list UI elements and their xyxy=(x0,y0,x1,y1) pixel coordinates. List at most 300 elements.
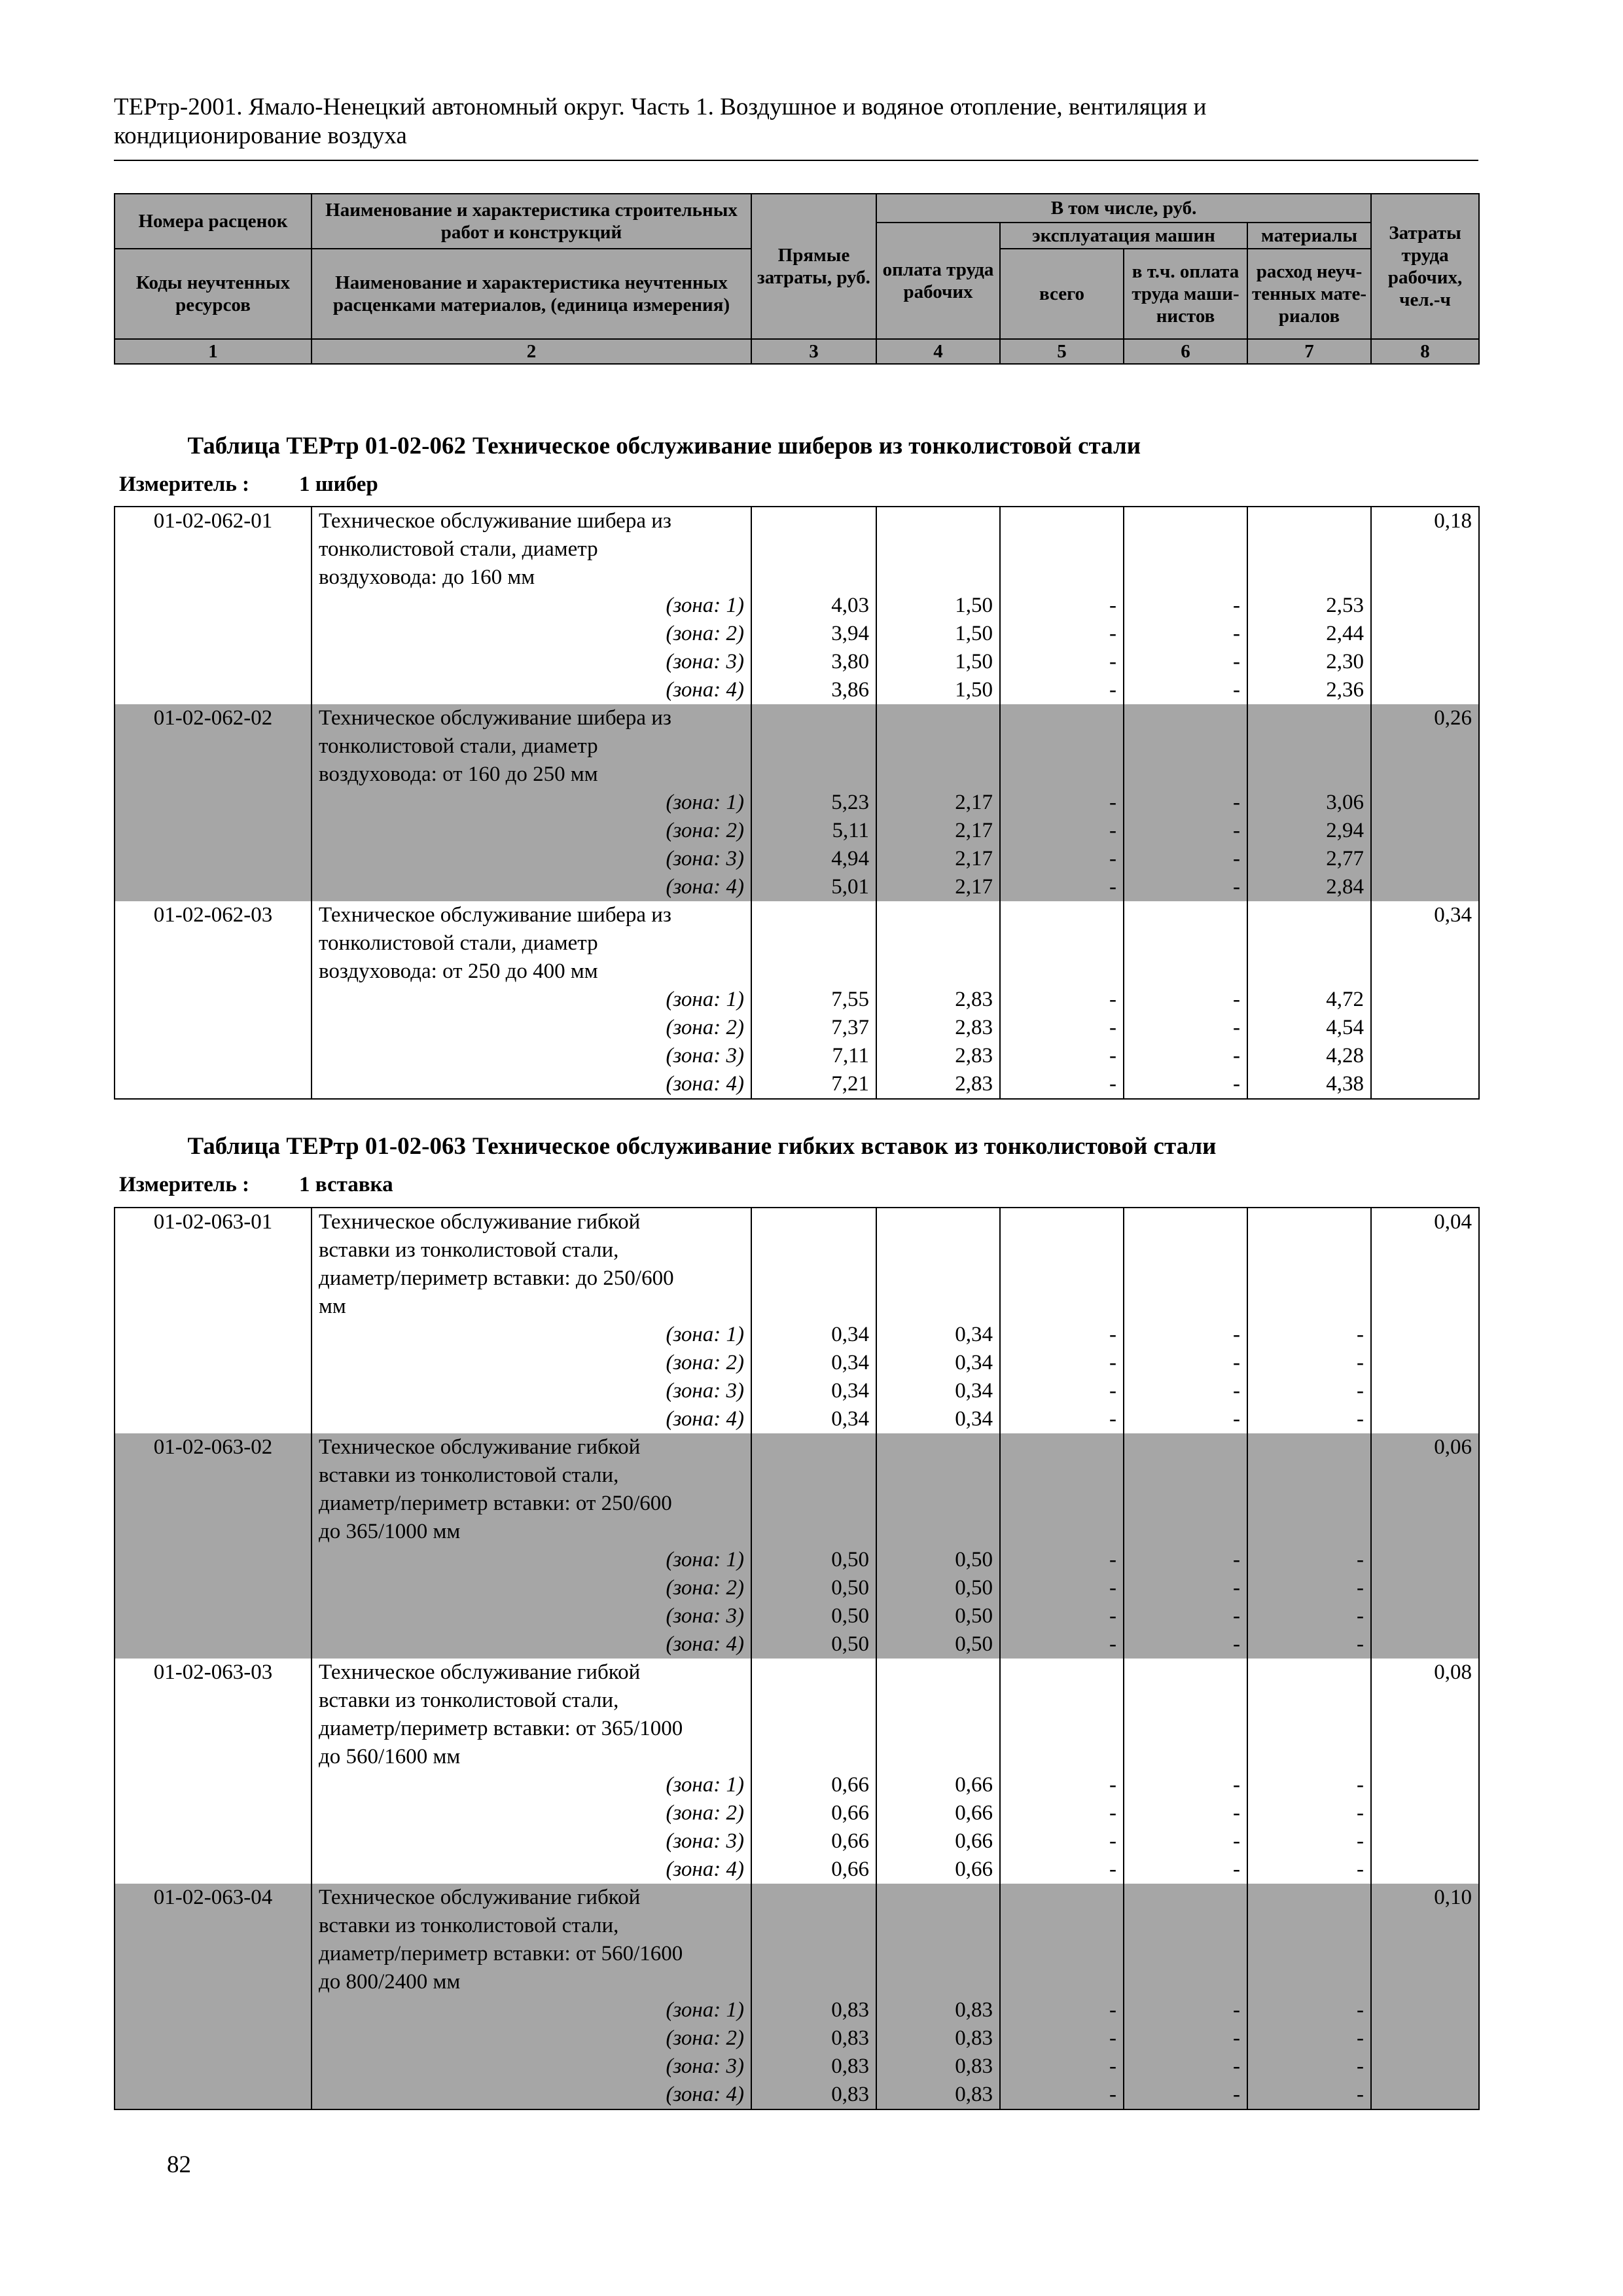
machine-total: - xyxy=(1109,1801,1116,1825)
col-labor-costs: Затраты труда рабочих, чел.-ч xyxy=(1371,194,1479,339)
rate-name-line: Техническое обслуживание шибера из xyxy=(319,706,671,730)
blank-line xyxy=(1001,1940,1123,1968)
blank-line xyxy=(752,1940,876,1968)
blank-line xyxy=(752,929,876,958)
zone-label: (зона: 1) xyxy=(666,791,744,814)
machine-total: - xyxy=(1109,1407,1116,1431)
blank-line xyxy=(1124,1462,1247,1490)
rate-name-line: вставки из тонколистовой стали, xyxy=(319,1463,619,1487)
direct-cost-cell xyxy=(751,1659,876,1884)
blank-line xyxy=(1124,761,1247,789)
blank-line xyxy=(877,1715,999,1743)
blank-line xyxy=(877,704,999,732)
direct-cost-cell xyxy=(751,507,876,704)
blank-line xyxy=(752,1490,876,1518)
col-unaccounted-materials: расход неуч-тенных мате-риалов xyxy=(1247,249,1371,339)
zone-label: (зона: 1) xyxy=(666,1548,744,1571)
direct-cost: 0,66 xyxy=(831,1801,869,1825)
table-title xyxy=(119,1132,1216,1160)
materials-cost: - xyxy=(1357,1351,1364,1374)
blank-line xyxy=(752,1743,876,1771)
rate-name-line: вставки из тонколистовой стали, xyxy=(319,1914,619,1937)
machinist-pay: - xyxy=(1233,875,1240,899)
col-machine-operation: эксплуатация машин xyxy=(1000,223,1247,249)
blank-line xyxy=(752,1293,876,1321)
labor-pay: 2,83 xyxy=(955,1072,993,1096)
col-codes: Коды неучтенных ресурсов xyxy=(115,249,312,339)
blank-line xyxy=(1248,535,1370,564)
blank-line xyxy=(1248,732,1370,761)
materials-cost: 2,30 xyxy=(1326,650,1364,673)
rate-code: 01-02-063-03 xyxy=(153,1660,273,1684)
machinist-pay: - xyxy=(1233,1998,1240,2022)
direct-cost: 0,34 xyxy=(831,1323,869,1346)
document-header xyxy=(114,93,1475,151)
direct-cost: 0,50 xyxy=(831,1604,869,1628)
blank-line xyxy=(752,1968,876,1996)
labor-pay-cell xyxy=(876,704,1000,901)
labor-pay: 0,66 xyxy=(955,1773,993,1797)
direct-cost: 7,55 xyxy=(831,988,869,1011)
machine-total-cell xyxy=(1000,901,1124,1099)
blank-line xyxy=(752,704,876,732)
blank-line xyxy=(1124,704,1247,732)
labor-pay: 0,50 xyxy=(955,1576,993,1600)
blank-line xyxy=(1248,1208,1370,1236)
rate-name-cell xyxy=(312,1208,751,1433)
labor-costs: 0,06 xyxy=(1434,1435,1472,1459)
labor-pay-cell xyxy=(876,1208,1000,1433)
rate-name-line: до 560/1600 мм xyxy=(319,1745,461,1768)
blank-line xyxy=(1001,1236,1123,1265)
labor-pay: 1,50 xyxy=(955,678,993,702)
blank-line xyxy=(1001,901,1123,929)
rates-table xyxy=(114,1207,1480,2110)
col-rates-numbers: Номера расценок xyxy=(115,194,312,249)
rates-table xyxy=(114,506,1480,1100)
blank-line xyxy=(752,535,876,564)
labor-pay-cell xyxy=(876,901,1000,1099)
materials-cost: 2,94 xyxy=(1326,819,1364,842)
labor-pay: 2,83 xyxy=(955,1016,993,1039)
blank-line xyxy=(1001,507,1123,535)
blank-line xyxy=(1248,1433,1370,1462)
col-num: 2 xyxy=(312,339,751,364)
blank-line xyxy=(1248,1236,1370,1265)
blank-line xyxy=(1124,1490,1247,1518)
blank-line xyxy=(1001,1743,1123,1771)
blank-line xyxy=(1248,901,1370,929)
blank-line xyxy=(1124,564,1247,592)
col-num: 7 xyxy=(1247,339,1371,364)
machine-total-cell xyxy=(1000,1659,1124,1884)
machinist-pay: - xyxy=(1233,791,1240,814)
materials-cost: - xyxy=(1357,1379,1364,1403)
rate-name-line: вставки из тонколистовой стали, xyxy=(319,1689,619,1712)
blank-line xyxy=(877,564,999,592)
blank-line xyxy=(1248,1659,1370,1687)
machinist-pay: - xyxy=(1233,594,1240,617)
labor-pay: 1,50 xyxy=(955,650,993,673)
zone-label: (зона: 3) xyxy=(666,1044,744,1067)
labor-costs-cell xyxy=(1371,1659,1479,1884)
blank-line xyxy=(1001,929,1123,958)
zone-label: (зона: 4) xyxy=(666,1857,744,1881)
blank-line xyxy=(877,1518,999,1546)
direct-cost: 7,37 xyxy=(831,1016,869,1039)
blank-line xyxy=(1248,704,1370,732)
machine-total: - xyxy=(1109,1016,1116,1039)
labor-pay-cell xyxy=(876,1884,1000,2109)
blank-line xyxy=(1001,1433,1123,1462)
blank-line xyxy=(1124,1884,1247,1912)
rate-name-line: Техническое обслуживание гибкой xyxy=(319,1660,641,1684)
materials-cost: - xyxy=(1357,1576,1364,1600)
machine-total: - xyxy=(1109,1379,1116,1403)
labor-pay: 2,83 xyxy=(955,1044,993,1067)
machinist-pay: - xyxy=(1233,1323,1240,1346)
zone-label: (зона: 2) xyxy=(666,622,744,645)
labor-pay: 0,83 xyxy=(955,2026,993,2050)
rate-code-cell xyxy=(115,1884,312,2109)
zone-label: (зона: 2) xyxy=(666,1576,744,1600)
materials-cost: 4,28 xyxy=(1326,1044,1364,1067)
machinist-pay: - xyxy=(1233,2054,1240,2078)
col-num: 6 xyxy=(1124,339,1247,364)
blank-line xyxy=(1001,1462,1123,1490)
zone-label: (зона: 1) xyxy=(666,988,744,1011)
machine-total: - xyxy=(1109,819,1116,842)
measure-label: Измеритель : xyxy=(119,473,250,496)
direct-cost: 0,83 xyxy=(831,2026,869,2050)
labor-pay: 2,17 xyxy=(955,875,993,899)
machinist-pay: - xyxy=(1233,988,1240,1011)
direct-cost: 7,21 xyxy=(831,1072,869,1096)
rate-name-cell xyxy=(312,1433,751,1659)
blank-line xyxy=(1124,1293,1247,1321)
materials-cost-cell xyxy=(1247,1433,1371,1659)
blank-line xyxy=(1001,1659,1123,1687)
rate-name-line: вставки из тонколистовой стали, xyxy=(319,1238,619,1262)
col-labor-pay: оплата труда рабочих xyxy=(876,223,1000,339)
labor-costs-cell xyxy=(1371,1433,1479,1659)
blank-line xyxy=(877,1433,999,1462)
machine-total: - xyxy=(1109,847,1116,870)
rate-code: 01-02-062-02 xyxy=(153,706,273,730)
machinist-pay: - xyxy=(1233,1548,1240,1571)
rate-name-line: воздуховода: до 160 мм xyxy=(319,565,535,589)
zone-label: (зона: 2) xyxy=(666,2026,744,2050)
col-materials: материалы xyxy=(1247,223,1371,249)
rate-row xyxy=(115,1659,1479,1884)
blank-line xyxy=(1248,958,1370,986)
col-machine-total: всего xyxy=(1000,249,1124,339)
measure-value: 1 вставка xyxy=(299,1173,393,1196)
blank-line xyxy=(877,1236,999,1265)
machinist-pay: - xyxy=(1233,2083,1240,2106)
blank-line xyxy=(752,1687,876,1715)
labor-pay: 2,17 xyxy=(955,847,993,870)
materials-cost: 4,54 xyxy=(1326,1016,1364,1039)
machine-total: - xyxy=(1109,2026,1116,2050)
blank-line xyxy=(1001,1687,1123,1715)
machine-total: - xyxy=(1109,791,1116,814)
header-line-1: ТЕРтр-2001. Ямало-Ненецкий автономный округ. Часть 1. Воздушное и водяное отопление, вентиляция и xyxy=(114,94,1207,120)
blank-line xyxy=(1124,732,1247,761)
materials-cost: - xyxy=(1357,1632,1364,1656)
blank-line xyxy=(877,535,999,564)
blank-line xyxy=(1001,761,1123,789)
blank-line xyxy=(1248,1743,1370,1771)
materials-cost: 2,53 xyxy=(1326,594,1364,617)
direct-cost-cell xyxy=(751,901,876,1099)
blank-line xyxy=(877,1743,999,1771)
table-number: Таблица ТЕРтр 01-02-063 xyxy=(187,1133,466,1160)
rate-name-line: диаметр/периметр вставки: от 250/600 xyxy=(319,1492,672,1515)
blank-line xyxy=(877,761,999,789)
machinist-pay: - xyxy=(1233,1351,1240,1374)
machine-total: - xyxy=(1109,1857,1116,1881)
blank-line xyxy=(877,732,999,761)
labor-costs: 0,04 xyxy=(1434,1210,1472,1234)
rate-name-line: Техническое обслуживание гибкой xyxy=(319,1886,641,1909)
direct-cost: 3,86 xyxy=(831,678,869,702)
labor-pay: 0,50 xyxy=(955,1632,993,1656)
blank-line xyxy=(1248,929,1370,958)
materials-cost: - xyxy=(1357,1773,1364,1797)
blank-line xyxy=(1248,1518,1370,1546)
blank-line xyxy=(1124,958,1247,986)
rate-name-cell xyxy=(312,704,751,901)
blank-line xyxy=(1248,1715,1370,1743)
materials-cost: - xyxy=(1357,1998,1364,2022)
blank-line xyxy=(752,1236,876,1265)
blank-line xyxy=(752,1884,876,1912)
table-measure xyxy=(119,1173,393,1197)
machine-total: - xyxy=(1109,1829,1116,1853)
col-num: 4 xyxy=(876,339,1000,364)
zone-label: (зона: 1) xyxy=(666,1773,744,1797)
blank-line xyxy=(1001,1265,1123,1293)
materials-cost: 4,72 xyxy=(1326,988,1364,1011)
blank-line xyxy=(1001,564,1123,592)
labor-pay: 0,50 xyxy=(955,1604,993,1628)
col-num: 8 xyxy=(1371,339,1479,364)
rate-name-line: Техническое обслуживание шибера из xyxy=(319,509,671,533)
materials-cost-cell xyxy=(1247,1208,1371,1433)
zone-label: (зона: 3) xyxy=(666,1604,744,1628)
materials-cost: - xyxy=(1357,1323,1364,1346)
labor-pay-cell xyxy=(876,1659,1000,1884)
zone-label: (зона: 4) xyxy=(666,678,744,702)
machine-total: - xyxy=(1109,1072,1116,1096)
zone-label: (зона: 2) xyxy=(666,1016,744,1039)
rate-name-cell xyxy=(312,1659,751,1884)
blank-line xyxy=(1124,1518,1247,1546)
blank-line xyxy=(752,761,876,789)
zone-label: (зона: 4) xyxy=(666,875,744,899)
labor-pay: 0,83 xyxy=(955,1998,993,2022)
machine-total: - xyxy=(1109,1351,1116,1374)
blank-line xyxy=(752,1659,876,1687)
rate-name-line: Техническое обслуживание гибкой xyxy=(319,1210,641,1234)
materials-cost: 2,84 xyxy=(1326,875,1364,899)
machinist-pay: - xyxy=(1233,847,1240,870)
machine-total: - xyxy=(1109,1548,1116,1571)
blank-line xyxy=(1248,1462,1370,1490)
column-header-table xyxy=(114,193,1480,365)
blank-line xyxy=(1248,507,1370,535)
direct-cost: 3,94 xyxy=(831,622,869,645)
machinist-pay-cell xyxy=(1124,507,1247,704)
blank-line xyxy=(877,1884,999,1912)
blank-line xyxy=(1248,1265,1370,1293)
machine-total: - xyxy=(1109,1998,1116,2022)
blank-line xyxy=(1124,1968,1247,1996)
rate-code-cell xyxy=(115,507,312,704)
machinist-pay: - xyxy=(1233,1044,1240,1067)
col-direct-costs: Прямые затраты, руб. xyxy=(751,194,876,339)
blank-line xyxy=(1001,1968,1123,1996)
machine-total: - xyxy=(1109,1604,1116,1628)
blank-line xyxy=(1124,929,1247,958)
machinist-pay-cell xyxy=(1124,1208,1247,1433)
machine-total: - xyxy=(1109,2083,1116,2106)
machinist-pay: - xyxy=(1233,1604,1240,1628)
blank-line xyxy=(1001,704,1123,732)
materials-cost: 2,36 xyxy=(1326,678,1364,702)
materials-cost: - xyxy=(1357,1548,1364,1571)
labor-pay: 0,83 xyxy=(955,2083,993,2106)
labor-pay: 0,50 xyxy=(955,1548,993,1571)
blank-line xyxy=(752,1912,876,1940)
rate-name-line: Техническое обслуживание шибера из xyxy=(319,903,671,927)
direct-cost: 0,50 xyxy=(831,1548,869,1571)
labor-pay: 0,34 xyxy=(955,1351,993,1374)
machinist-pay: - xyxy=(1233,1773,1240,1797)
machine-total: - xyxy=(1109,988,1116,1011)
materials-cost: - xyxy=(1357,2026,1364,2050)
machine-total: - xyxy=(1109,622,1116,645)
machinist-pay: - xyxy=(1233,1632,1240,1656)
materials-cost: 2,77 xyxy=(1326,847,1364,870)
machine-total: - xyxy=(1109,594,1116,617)
blank-line xyxy=(752,1518,876,1546)
direct-cost-cell xyxy=(751,1433,876,1659)
rate-code-cell xyxy=(115,704,312,901)
labor-costs: 0,18 xyxy=(1434,509,1472,533)
machinist-pay-cell xyxy=(1124,1659,1247,1884)
machinist-pay: - xyxy=(1233,1379,1240,1403)
rate-name-line: тонколистовой стали, диаметр xyxy=(319,537,598,561)
machinist-pay: - xyxy=(1233,819,1240,842)
labor-costs: 0,26 xyxy=(1434,706,1472,730)
blank-line xyxy=(1001,1715,1123,1743)
blank-line xyxy=(877,1687,999,1715)
rate-name-line: мм xyxy=(319,1295,346,1318)
blank-line xyxy=(1001,1208,1123,1236)
blank-line xyxy=(877,507,999,535)
blank-line xyxy=(1248,1912,1370,1940)
blank-line xyxy=(1001,1912,1123,1940)
materials-cost-cell xyxy=(1247,1884,1371,2109)
blank-line xyxy=(1124,1687,1247,1715)
zone-label: (зона: 4) xyxy=(666,2083,744,2106)
machine-total-cell xyxy=(1000,1208,1124,1433)
labor-pay: 0,66 xyxy=(955,1829,993,1853)
machinist-pay: - xyxy=(1233,2026,1240,2050)
zone-label: (зона: 1) xyxy=(666,594,744,617)
machinist-pay-cell xyxy=(1124,901,1247,1099)
machine-total-cell xyxy=(1000,704,1124,901)
blank-line xyxy=(752,507,876,535)
direct-cost-cell xyxy=(751,1208,876,1433)
direct-cost: 0,66 xyxy=(831,1857,869,1881)
rate-name-line: тонколистовой стали, диаметр xyxy=(319,931,598,955)
labor-pay: 2,17 xyxy=(955,819,993,842)
materials-cost-cell xyxy=(1247,507,1371,704)
direct-cost: 0,83 xyxy=(831,2054,869,2078)
machinist-pay-cell xyxy=(1124,704,1247,901)
blank-line xyxy=(1124,1940,1247,1968)
blank-line xyxy=(1124,1912,1247,1940)
blank-line xyxy=(1001,1293,1123,1321)
rate-row xyxy=(115,1884,1479,2109)
machinist-pay: - xyxy=(1233,1576,1240,1600)
rate-row xyxy=(115,507,1479,704)
rate-code: 01-02-063-04 xyxy=(153,1886,273,1909)
zone-label: (зона: 4) xyxy=(666,1072,744,1096)
blank-line xyxy=(752,1208,876,1236)
blank-line xyxy=(1124,535,1247,564)
blank-line xyxy=(752,958,876,986)
col-machinist-pay: в т.ч. оплата труда маши-нистов xyxy=(1124,249,1247,339)
zone-label: (зона: 1) xyxy=(666,1323,744,1346)
blank-line xyxy=(877,1462,999,1490)
machinist-pay: - xyxy=(1233,1801,1240,1825)
page-number: 82 xyxy=(167,2151,191,2178)
header-line-2: кондиционирование воздуха xyxy=(114,122,407,149)
labor-costs-cell xyxy=(1371,1884,1479,2109)
blank-line xyxy=(1124,1743,1247,1771)
blank-line xyxy=(1248,1884,1370,1912)
rate-row xyxy=(115,1433,1479,1659)
rate-code-cell xyxy=(115,1208,312,1433)
zone-label: (зона: 3) xyxy=(666,650,744,673)
rate-name-line: до 800/2400 мм xyxy=(319,1970,461,1994)
direct-cost: 4,94 xyxy=(831,847,869,870)
direct-cost-cell xyxy=(751,704,876,901)
col-name-top: Наименование и характеристика строительных работ и конструкций xyxy=(312,194,751,249)
blank-line xyxy=(1248,1940,1370,1968)
machinist-pay: - xyxy=(1233,678,1240,702)
materials-cost: 3,06 xyxy=(1326,791,1364,814)
machinist-pay: - xyxy=(1233,1857,1240,1881)
blank-line xyxy=(1001,958,1123,986)
direct-cost: 5,11 xyxy=(832,819,869,842)
zone-label: (зона: 3) xyxy=(666,1379,744,1403)
rate-code-cell xyxy=(115,901,312,1099)
labor-pay: 2,17 xyxy=(955,791,993,814)
table-heading: Техническое обслуживание шиберов из тонколистовой стали xyxy=(473,433,1141,459)
zone-label: (зона: 3) xyxy=(666,1829,744,1853)
blank-line xyxy=(877,1490,999,1518)
materials-cost: - xyxy=(1357,2083,1364,2106)
machine-total: - xyxy=(1109,1044,1116,1067)
labor-pay: 1,50 xyxy=(955,622,993,645)
machine-total: - xyxy=(1109,678,1116,702)
blank-line xyxy=(1124,1265,1247,1293)
